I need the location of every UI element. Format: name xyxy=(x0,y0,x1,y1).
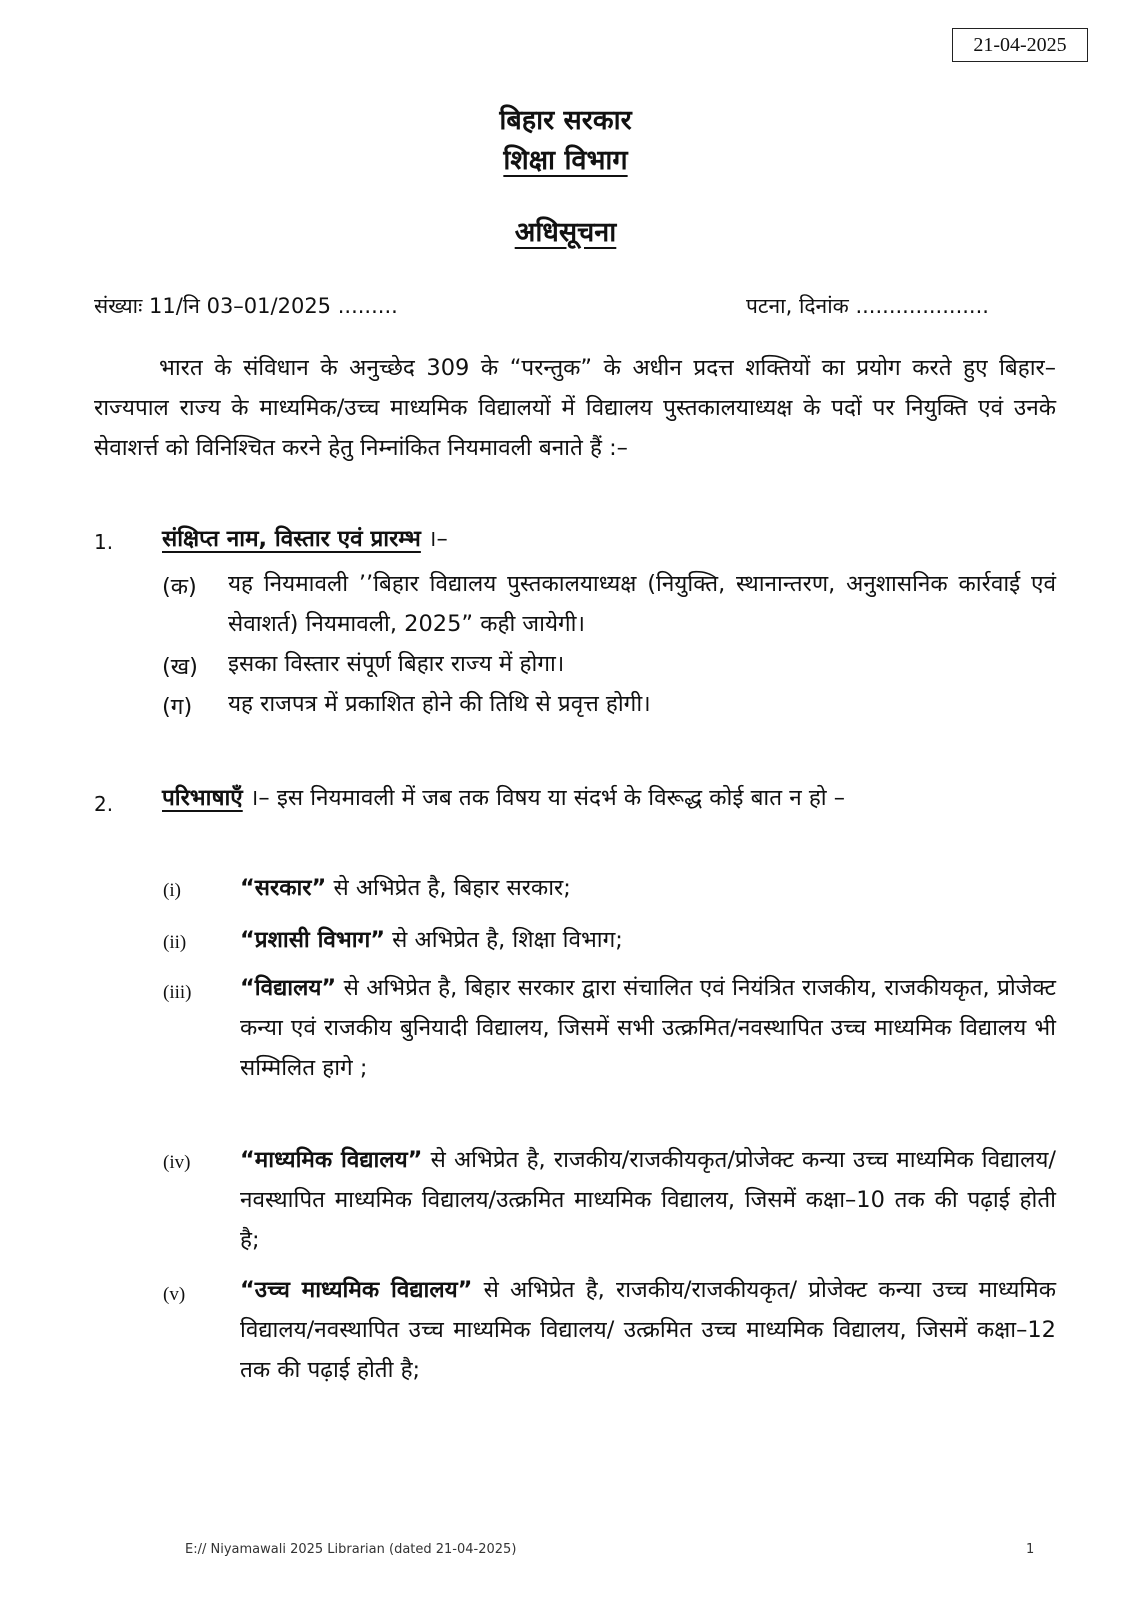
department-text: शिक्षा विभाग xyxy=(503,145,628,176)
definition-iii-text: से अभिप्रेत है, बिहार सरकार द्वारा संचालित एवं नियंत्रित राजकीय, राजकीयकृत, प्रोजेक्ट कन्या एवं राजकीय बुनियादी विद्यालय, जिसमें सभी उत्क्रमित/नवस्थापित उच्च माध्यमिक विद्यालय भी सम्मिलित हागे ; xyxy=(240,975,1056,1081)
section-2-intro xyxy=(162,778,1056,818)
clause-1-ka-text: यह नियमावली ’’बिहार विद्यालय पुस्तकालयाध्यक्ष (नियुक्ति, स्थानान्तरण, अनुशासनिक कार्रवाई एवं सेवाशर्त) नियमावली, 2025” कही जायेगी। xyxy=(228,571,1056,637)
section-1-suffix: ।– xyxy=(428,526,448,552)
preamble-paragraph: भारत के संविधान के अनुच्छेद 309 के “परन्तुक” के अधीन प्रदत्त शक्तियों का प्रयोग करते हुए बिहार–राज्यपाल राज्य के माध्यमिक/उच्च माध्यमिक विद्यालयों में विद्यालय पुस्तकालयाध्यक्ष के पदों पर नियुक्ति एवं उनके सेवाशर्त्त को विनिश्चित करने हेतु निम्नांकित नियमावली बनाते हैं :– xyxy=(94,355,1056,461)
place-date: पटना, दिनांक .................... xyxy=(746,294,989,318)
definition-iv xyxy=(240,1140,1056,1260)
section-1-heading xyxy=(162,522,448,553)
footer-file-path: E:// Niyamawali 2025 Librarian (dated 21-04-2025) xyxy=(185,1542,517,1557)
reference-number: संख्याः 11/नि 03–01/2025 ......... xyxy=(94,294,398,318)
clause-1-kha-text: इसका विस्तार संपूर्ण बिहार राज्य में होगा। xyxy=(228,651,565,677)
definition-v-term: “उच्च माध्यमिक विद्यालय” xyxy=(240,1277,473,1303)
clause-1-kha-label: (ख) xyxy=(162,654,198,680)
government-heading: बिहार सरकार xyxy=(499,105,632,136)
definition-iv-label: (iv) xyxy=(163,1152,191,1173)
section-1-title: संक्षिप्त नाम, विस्तार एवं प्रारम्भ xyxy=(162,526,421,552)
definition-ii xyxy=(240,920,1056,960)
section-2-title: परिभाषाएँ xyxy=(162,785,243,811)
definition-i-term: “सरकार” xyxy=(240,875,327,901)
definition-v-label: (v) xyxy=(163,1284,186,1305)
definition-ii-label: (ii) xyxy=(163,932,187,953)
clause-1-ka-label: (क) xyxy=(162,574,197,600)
notification-title xyxy=(0,212,1131,249)
clause-1-ga-label: (ग) xyxy=(162,694,193,720)
definition-v xyxy=(240,1270,1056,1390)
definition-ii-term: “प्रशासी विभाग” xyxy=(240,927,386,953)
definition-iii-label: (iii) xyxy=(163,982,192,1003)
page-number: 1 xyxy=(1026,1542,1035,1557)
definition-iv-text: से अभिप्रेत है, राजकीय/राजकीयकृत/प्रोजेक्ट कन्या उच्च माध्यमिक विद्यालय/नवस्थापित माध्यमिक विद्यालय/उत्क्रमित माध्यमिक विद्यालय, जिसमें कक्षा–10 तक की पढ़ाई होती है; xyxy=(240,1147,1056,1253)
notification-title-text: अधिसूचना xyxy=(514,217,617,248)
section-2-intro-text: ।– इस नियमावली में जब तक विषय या संदर्भ के विरूद्ध कोई बात न हो – xyxy=(242,785,846,811)
definition-i xyxy=(240,868,1056,908)
definition-iv-term: “माध्यमिक विद्यालय” xyxy=(240,1147,423,1173)
department-heading xyxy=(0,140,1131,177)
definition-i-label: (i) xyxy=(163,880,181,901)
section-1-number: 1. xyxy=(94,530,114,554)
date-stamp: 21-04-2025 xyxy=(952,28,1088,62)
definition-iii-term: “विद्यालय” xyxy=(240,975,337,1001)
definition-i-text: से अभिप्रेत है, बिहार सरकार; xyxy=(326,875,571,901)
clause-1-ga-text: यह राजपत्र में प्रकाशित होने की तिथि से प्रवृत्त होगी। xyxy=(228,691,651,717)
definition-iii xyxy=(240,968,1056,1088)
definition-v-text: से अभिप्रेत है, राजकीय/राजकीयकृत/ प्रोजेक्ट कन्या उच्च माध्यमिक विद्यालय/नवस्थापित उच्च माध्यमिक विद्यालय/ उत्क्रमित उच्च माध्यमिक विद्यालय, जिसमें कक्षा–12 तक की पढ़ाई होती है; xyxy=(240,1277,1056,1383)
definition-ii-text: से अभिप्रेत है, शिक्षा विभाग; xyxy=(385,927,623,953)
section-2-number: 2. xyxy=(94,792,114,816)
